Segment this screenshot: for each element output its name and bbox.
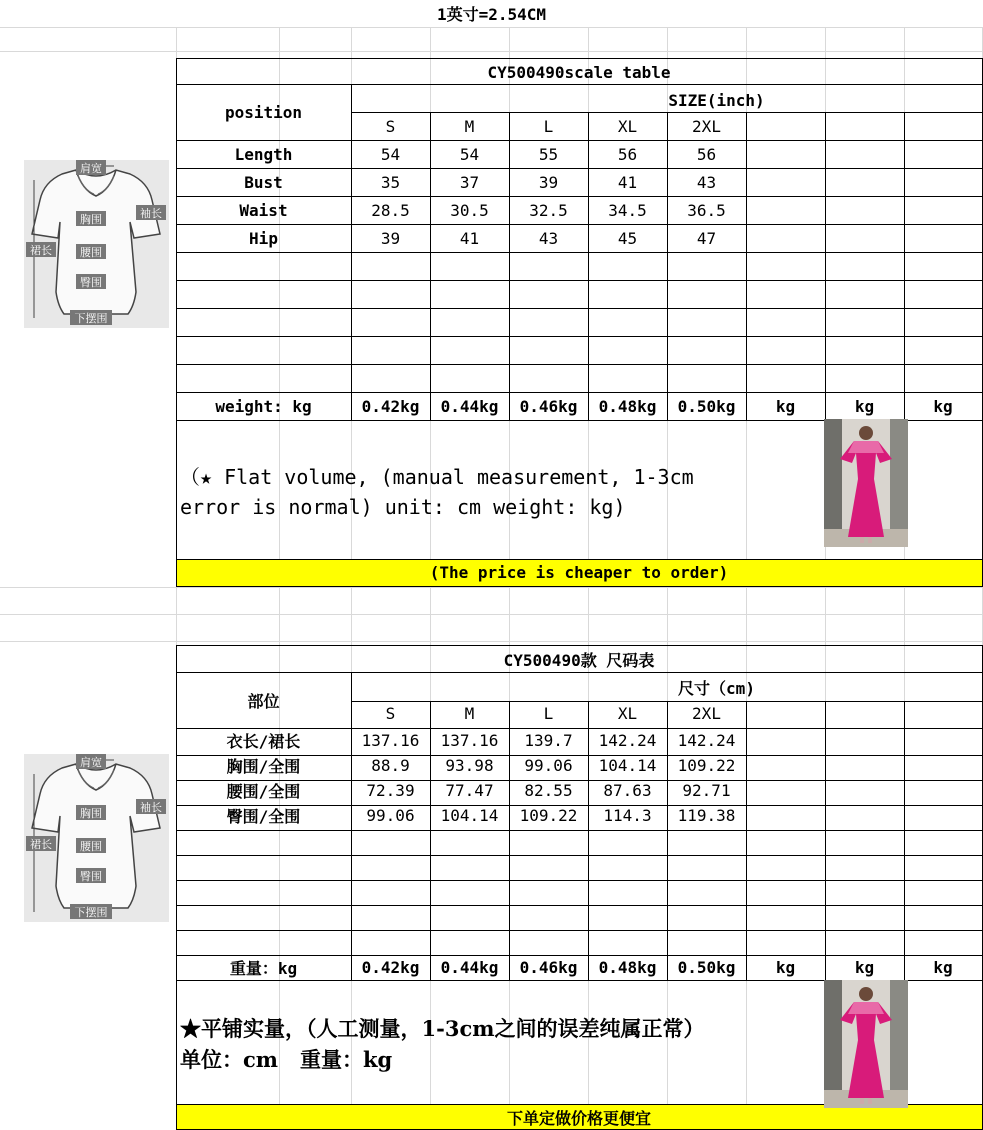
measurement-value — [825, 803, 904, 828]
measurement-value — [904, 224, 982, 252]
table-border — [176, 955, 983, 956]
table-border — [176, 830, 983, 831]
table-border — [667, 701, 668, 980]
table-border — [176, 780, 983, 781]
measurement-label: Hip — [249, 228, 278, 248]
measurement-value — [825, 728, 904, 753]
weight-value: 0.50kg — [677, 958, 736, 977]
measurement-value — [904, 728, 982, 753]
measurement-value: 55 — [538, 144, 559, 164]
size-header-cell: M — [464, 704, 475, 723]
table-border — [430, 112, 431, 420]
measurement-value: 109.22 — [519, 806, 578, 825]
table-border — [351, 672, 352, 980]
measurement-value: 119.38 — [677, 806, 736, 825]
measurement-value: 142.24 — [598, 731, 657, 750]
inch-weight-label: weight: kg — [215, 396, 312, 416]
measurement-value — [825, 140, 904, 168]
table-border — [430, 701, 431, 980]
size-header-cell: XL — [617, 116, 638, 136]
measurement-label: Bust — [244, 172, 283, 192]
weight-value: 0.50kg — [677, 396, 736, 416]
measurement-value — [825, 196, 904, 224]
skirt-length-label: 裙长 — [30, 838, 52, 851]
table-border — [176, 280, 983, 281]
measurement-value: 37 — [459, 172, 480, 192]
size-header-cell — [904, 112, 982, 140]
measurement-value — [746, 140, 825, 168]
table-border — [176, 805, 983, 806]
size-header-cell — [825, 701, 904, 726]
shoulder-label: 肩宽 — [80, 162, 102, 175]
weight-value: kg — [854, 396, 875, 416]
measurement-value — [746, 168, 825, 196]
table-border — [176, 855, 983, 856]
measurement-value: 99.06 — [524, 756, 573, 775]
measurement-value: 32.5 — [529, 200, 568, 220]
table-border — [176, 140, 983, 141]
hem-label: 下摆围 — [74, 312, 108, 325]
inch-note-line-2: error is normal) unit: cm weight: kg) — [180, 495, 626, 519]
measurement-value: 137.16 — [440, 731, 499, 750]
weight-value: 0.44kg — [440, 396, 499, 416]
inch-position-label: position — [224, 102, 303, 122]
size-header-cell — [746, 112, 825, 140]
measurement-value — [904, 753, 982, 778]
skirt-length-label: 裙长 — [30, 244, 52, 257]
shoulder-label: 肩宽 — [80, 756, 102, 769]
table-border — [351, 84, 352, 420]
measurement-value — [825, 778, 904, 803]
dress-measurement-diagram-2 — [24, 754, 169, 922]
product-photo-2 — [824, 980, 908, 1108]
table-border — [825, 701, 826, 980]
measurement-value: 104.14 — [440, 806, 499, 825]
size-header-cell: L — [543, 116, 554, 136]
table-border — [509, 112, 510, 420]
inch-note-line-1: （★ Flat volume, (manual measurement, 1-3cm — [180, 465, 694, 489]
measurement-label: 腰围/全围 — [226, 782, 301, 801]
cm-note-line-1: ★平铺实量，（人工测量，1-3cm之间的误差纯属正常） — [180, 1016, 705, 1041]
weight-value: 0.46kg — [519, 396, 578, 416]
measurement-value: 47 — [696, 228, 717, 248]
measurement-value — [746, 728, 825, 753]
table-border — [588, 701, 589, 980]
hem-label: 下摆围 — [74, 906, 108, 919]
grid-line — [0, 587, 983, 588]
weight-value: 0.44kg — [440, 958, 499, 977]
grid-line — [0, 51, 983, 52]
measurement-value: 54 — [459, 144, 480, 164]
measurement-value — [746, 803, 825, 828]
measurement-value — [904, 196, 982, 224]
table-border — [667, 112, 668, 420]
measurement-value: 39 — [538, 172, 559, 192]
size-header-cell — [904, 701, 982, 726]
waist-label: 腰围 — [80, 246, 102, 259]
size-header-cell: M — [464, 116, 475, 136]
measurement-value — [825, 753, 904, 778]
table-border — [746, 112, 747, 420]
size-header-cell: 2XL — [692, 704, 721, 723]
weight-value: kg — [775, 396, 796, 416]
unit-conversion-banner: 1英寸=2.54CM — [436, 5, 547, 24]
table-border — [176, 336, 983, 337]
hip-label: 臀围 — [80, 870, 102, 883]
table-border — [176, 168, 983, 169]
table-border — [176, 196, 983, 197]
measurement-value: 34.5 — [608, 200, 647, 220]
measurement-value: 93.98 — [445, 756, 494, 775]
size-header-cell: S — [385, 116, 396, 136]
measurement-value: 139.7 — [524, 731, 573, 750]
inch-table-title: CY500490scale table — [487, 62, 671, 82]
cm-table-title: CY500490款 尺码表 — [503, 650, 655, 670]
cm-footer-text: 下单定做价格更便宜 — [506, 1108, 651, 1128]
measurement-value: 35 — [380, 172, 401, 192]
measurement-value: 114.3 — [603, 806, 652, 825]
weight-value: kg — [775, 958, 796, 977]
measurement-value: 88.9 — [371, 756, 410, 775]
measurement-value — [746, 753, 825, 778]
size-header-cell: XL — [617, 704, 638, 723]
measurement-value: 43 — [696, 172, 717, 192]
weight-value: 0.46kg — [519, 958, 578, 977]
product-photo-1 — [824, 419, 908, 547]
weight-value: 0.48kg — [598, 958, 657, 977]
table-border — [176, 58, 177, 586]
cm-weight-label: 重量：kg — [229, 959, 298, 978]
measurement-value: 77.47 — [445, 781, 494, 800]
measurement-value: 36.5 — [687, 200, 726, 220]
sleeve-label: 袖长 — [140, 801, 162, 814]
sleeve-label: 袖长 — [140, 207, 162, 220]
size-header-cell: L — [543, 704, 554, 723]
table-border — [176, 755, 983, 756]
hip-label: 臀围 — [80, 276, 102, 289]
cm-size-header: 尺寸（cm) — [678, 678, 755, 698]
measurement-value — [904, 168, 982, 196]
measurement-value: 142.24 — [677, 731, 736, 750]
table-border — [176, 728, 983, 729]
measurement-value: 137.16 — [361, 731, 420, 750]
grid-line — [0, 641, 983, 642]
measurement-value: 41 — [617, 172, 638, 192]
measurement-label: Waist — [239, 200, 288, 220]
weight-value: 0.48kg — [598, 396, 657, 416]
size-header-cell — [825, 112, 904, 140]
table-border — [176, 58, 983, 59]
measurement-value — [746, 196, 825, 224]
table-border — [176, 672, 983, 673]
chest-label: 胸围 — [80, 807, 102, 820]
measurement-value: 39 — [380, 228, 401, 248]
size-header-cell: 2XL — [692, 116, 721, 136]
table-border — [176, 645, 983, 646]
table-border — [176, 308, 983, 309]
measurement-value: 43 — [538, 228, 559, 248]
weight-value: kg — [854, 958, 875, 977]
weight-value: kg — [933, 396, 953, 416]
measurement-value: 92.71 — [682, 781, 731, 800]
waist-label: 腰围 — [80, 840, 102, 853]
table-border — [588, 112, 589, 420]
table-border — [176, 252, 983, 253]
measurement-value: 30.5 — [450, 200, 489, 220]
grid-line — [0, 27, 983, 28]
size-header-cell: S — [385, 704, 396, 723]
table-border — [176, 586, 983, 587]
measurement-value: 72.39 — [366, 781, 415, 800]
table-border — [176, 392, 983, 393]
table-border — [176, 559, 983, 560]
measurement-value: 41 — [459, 228, 480, 248]
measurement-value — [904, 778, 982, 803]
measurement-value: 82.55 — [524, 781, 573, 800]
table-border — [176, 880, 983, 881]
table-border — [825, 112, 826, 420]
measurement-value — [825, 224, 904, 252]
table-border — [176, 645, 177, 1129]
measurement-value: 104.14 — [598, 756, 657, 775]
inch-footer-text: (The price is cheaper to order) — [429, 563, 729, 582]
measurement-value: 109.22 — [677, 756, 736, 775]
size-header-cell — [746, 701, 825, 726]
measurement-value: 54 — [380, 144, 401, 164]
weight-value: 0.42kg — [361, 958, 420, 977]
measurement-value: 45 — [617, 228, 638, 248]
table-border — [746, 701, 747, 980]
table-border — [176, 224, 983, 225]
inch-size-header: SIZE(inch) — [668, 90, 765, 110]
table-border — [176, 364, 983, 365]
measurement-label: 衣长/裙长 — [226, 732, 301, 751]
table-border — [176, 930, 983, 931]
measurement-label: 胸围/全围 — [226, 757, 301, 776]
measurement-value: 56 — [617, 144, 638, 164]
dress-measurement-diagram-1 — [24, 160, 169, 328]
measurement-value — [746, 224, 825, 252]
measurement-label: Length — [234, 144, 293, 164]
table-border — [176, 84, 983, 85]
table-border — [904, 112, 905, 420]
weight-value: kg — [933, 958, 953, 977]
measurement-value: 28.5 — [371, 200, 410, 220]
weight-value: 0.42kg — [361, 396, 420, 416]
grid-line — [0, 614, 983, 615]
measurement-value: 87.63 — [603, 781, 652, 800]
table-border — [176, 905, 983, 906]
measurement-value — [746, 778, 825, 803]
measurement-label: 臀围/全围 — [226, 807, 301, 826]
measurement-value: 99.06 — [366, 806, 415, 825]
measurement-value — [825, 168, 904, 196]
chest-label: 胸围 — [80, 213, 102, 226]
cm-note-line-2: 单位：cm 重量：kg — [180, 1047, 393, 1072]
measurement-value — [904, 803, 982, 828]
measurement-value — [904, 140, 982, 168]
cm-position-label: 部位 — [247, 691, 280, 711]
measurement-value: 56 — [696, 144, 717, 164]
table-border — [904, 701, 905, 980]
table-border — [509, 701, 510, 980]
